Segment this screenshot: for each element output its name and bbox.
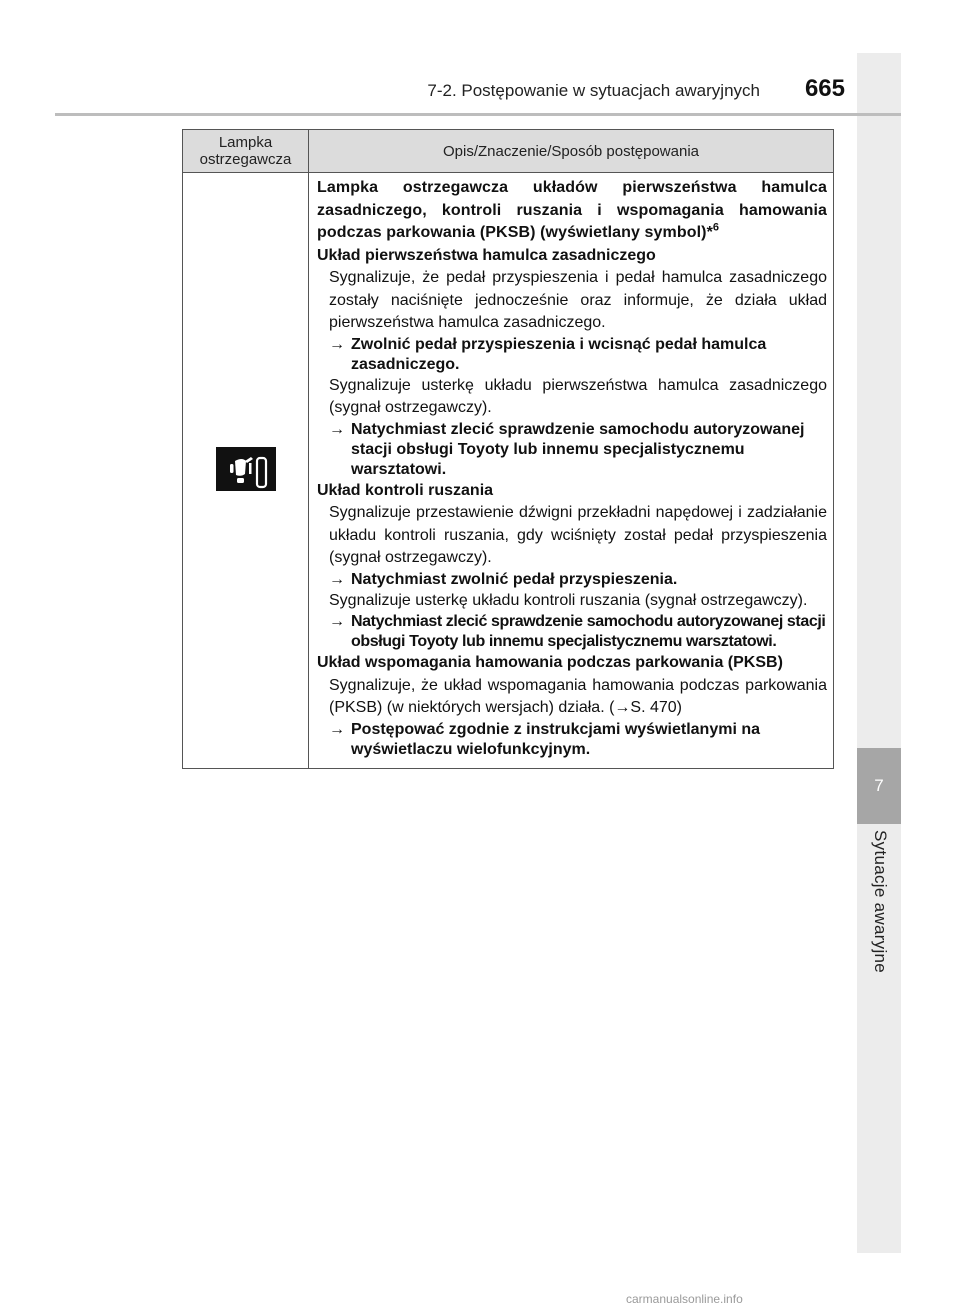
column-header-lamp: Lampka ostrzegawcza [183, 130, 309, 173]
drive-start-malfunction-action: → Natychmiast zlecić sprawdzenie samochodu autoryzowanej stacji obsługi Toyoty lub innemu specjalistycznemu warsztatowi. [329, 613, 826, 650]
chapter-label: Sytuacje awaryjne [871, 830, 890, 974]
arrow-icon: → [329, 335, 345, 353]
drive-start-malfunction: Sygnalizuje usterkę układu kontroli ruszania (sygnał ostrzegawczy). [329, 591, 808, 609]
chapter-number-tab[interactable]: 7 [857, 748, 901, 824]
lamp-cell [183, 173, 309, 769]
column-header-description: Opis/Znaczenie/Sposób postępowania [309, 130, 834, 173]
watermark: carmanualsonline.info [626, 1292, 743, 1306]
description-cell [309, 173, 834, 769]
arrow-icon: → [329, 420, 345, 438]
table-row [183, 173, 834, 769]
brake-override-description: Sygnalizuje, że pedał przyspieszenia i pedał hamulca zasadniczego zostały naciśnięte jednocześnie oraz informuje, że działa układ pierwszeństwa hamulca zasadniczego. [329, 269, 827, 331]
pksb-heading: Układ wspomagania hamowania podczas parkowania (PKSB) [317, 654, 783, 671]
warning-title: Lampka ostrzegawcza układów pierwszeństwa hamulca zasadniczego, kontroli ruszania i wspomagania hamowania podczas parkowania (PKSB) (wyświetlany symbol)*$^6$ [317, 179, 827, 241]
brake-override-warning-icon [216, 447, 276, 491]
pksb-action: → Postępować zgodnie z instrukcjami wyświetlanymi na wyświetlaczu wielofunkcyjnym. [329, 720, 760, 758]
page-number: 665 [804, 75, 845, 102]
brake-override-heading: Układ pierwszeństwa hamulca zasadniczego [317, 246, 656, 264]
drive-start-description: Sygnalizuje przestawienie dźwigni przekładni napędowej i zadziałanie układu kontroli ruszania, gdy wciśnięty został pedał przyspieszenia (sygnał ostrzegawczy). [329, 504, 827, 566]
drive-start-heading: Układ kontroli ruszania [317, 481, 494, 499]
arrow-icon: → [329, 720, 345, 738]
chapter-side-tab [857, 53, 901, 1253]
warning-light-table [182, 129, 834, 769]
page-reference[interactable]: S. 470) [630, 699, 683, 716]
page-header [0, 75, 845, 105]
drive-start-action: → Natychmiast zwolnić pedał przyspieszenia. [329, 570, 678, 588]
arrow-icon: → [329, 613, 345, 630]
header-divider [55, 113, 901, 116]
brake-override-action: → Zwolnić pedał przyspieszenia i wcisnąć pedał hamulca zasadniczego. [329, 335, 767, 373]
table-header-row [183, 130, 834, 173]
arrow-icon: → [614, 699, 631, 716]
arrow-icon: → [329, 570, 345, 588]
brake-override-malfunction: Sygnalizuje usterkę układu pierwszeństwa hamulca zasadniczego (sygnał ostrzegawczy). [329, 376, 827, 416]
brake-override-malfunction-action: → Natychmiast zlecić sprawdzenie samochodu autoryzowanej stacji obsługi Toyoty lub innemu specjalistycznemu warsztatowi. [329, 420, 805, 478]
section-title: 7-2. Postępowanie w sytuacjach awaryjnych [427, 81, 760, 100]
pksb-description: Sygnalizuje, że układ wspomagania hamowania podczas parkowania (PKSB) (w niektórych wersjach) działa. (→S. 470) [329, 676, 827, 716]
